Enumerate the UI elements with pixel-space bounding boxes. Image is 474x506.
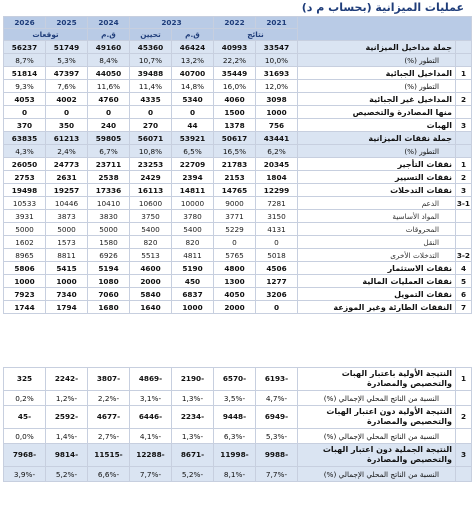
row-value: 10,7% [130, 54, 172, 67]
row-value: -1,4% [46, 429, 88, 444]
row-value: -3,9% [4, 467, 46, 482]
row-value: 61213 [46, 132, 88, 145]
row-value: 0 [214, 236, 256, 249]
row-value: 1300 [214, 275, 256, 288]
row-value: 11,4% [130, 80, 172, 93]
table-row [4, 106, 472, 119]
row-label: الهبات [298, 119, 456, 132]
row-value: 820 [172, 236, 214, 249]
row-value: 0 [256, 236, 298, 249]
row-value: -8671 [172, 444, 214, 467]
row-value: -5,3% [256, 429, 298, 444]
row-value: 23711 [88, 158, 130, 171]
header-year: 2025 [46, 17, 88, 29]
header-year: 2024 [88, 17, 130, 29]
row-value: 5000 [46, 223, 88, 236]
row-value: 5018 [256, 249, 298, 262]
row-value: -3,1% [130, 391, 172, 406]
row-value: 6,7% [88, 145, 130, 158]
header-type: ق.م [172, 29, 214, 41]
row-value: -7,7% [130, 467, 172, 482]
row-value: 6,5% [172, 145, 214, 158]
row-value: 22709 [172, 158, 214, 171]
row-value: 3873 [46, 210, 88, 223]
row-index [456, 80, 472, 93]
row-index: 2 [456, 171, 472, 184]
row-label: النسبة من الناتج المحلي الإجمالي (%) [298, 429, 456, 444]
row-value: 49160 [88, 41, 130, 54]
table-row [4, 210, 472, 223]
row-value: 820 [130, 236, 172, 249]
row-value: 6,2% [256, 145, 298, 158]
row-value: -2190 [172, 368, 214, 391]
row-value: 3780 [172, 210, 214, 223]
row-index [456, 54, 472, 67]
row-value: -4677 [88, 406, 130, 429]
row-value: -6,3% [214, 429, 256, 444]
row-label: المداخيل غير الجبائية [298, 93, 456, 106]
row-index: 1 [456, 67, 472, 80]
row-index: 3 [456, 444, 472, 467]
row-value: -5,2% [46, 467, 88, 482]
row-value: 7340 [46, 288, 88, 301]
header-type: تحيين [130, 29, 172, 41]
row-value: 47397 [46, 67, 88, 80]
row-value: 50617 [214, 132, 256, 145]
row-value: 4800 [214, 262, 256, 275]
row-value: 5513 [130, 249, 172, 262]
row-value: 22,2% [214, 54, 256, 67]
row-value: 270 [130, 119, 172, 132]
row-index [456, 223, 472, 236]
row-value: 4002 [46, 93, 88, 106]
row-value: 2394 [172, 171, 214, 184]
row-value: -6570 [214, 368, 256, 391]
row-index: 3 [456, 119, 472, 132]
row-value: 5190 [172, 262, 214, 275]
row-label: نفقات التأجير [298, 158, 456, 171]
row-value: 1277 [256, 275, 298, 288]
row-value: 7,6% [46, 80, 88, 93]
row-value: 1573 [46, 236, 88, 249]
table-row [4, 444, 472, 467]
row-value: 3830 [88, 210, 130, 223]
row-value: 2753 [4, 171, 46, 184]
row-value: 3098 [256, 93, 298, 106]
row-index: 5 [456, 275, 472, 288]
row-value: 5340 [172, 93, 214, 106]
row-value: 3150 [256, 210, 298, 223]
row-value: 5415 [46, 262, 88, 275]
row-value: -4,7% [256, 391, 298, 406]
row-label: نفقات التسيير [298, 171, 456, 184]
row-value: 3750 [130, 210, 172, 223]
row-label: النقل [298, 236, 456, 249]
row-value: 23253 [130, 158, 172, 171]
row-value: -6193 [256, 368, 298, 391]
table-row [4, 429, 472, 444]
row-value: 16,5% [214, 145, 256, 158]
row-index: 2 [456, 93, 472, 106]
row-label: التطور (%) [298, 145, 456, 158]
row-value: 19498 [4, 184, 46, 197]
row-value: 4600 [130, 262, 172, 275]
row-value: 8811 [46, 249, 88, 262]
row-value: 756 [256, 119, 298, 132]
row-value: 31693 [256, 67, 298, 80]
row-value: 10533 [4, 197, 46, 210]
row-index: 7 [456, 301, 472, 314]
row-value: 4811 [172, 249, 214, 262]
row-value: 4060 [214, 93, 256, 106]
row-index [456, 236, 472, 249]
row-value: 2000 [214, 301, 256, 314]
row-value: -11515 [88, 444, 130, 467]
row-value: 40993 [214, 41, 256, 54]
row-value: 7060 [88, 288, 130, 301]
row-label: النسبة من الناتج المحلي الإجمالي (%) [298, 391, 456, 406]
results-table [3, 367, 472, 482]
row-value: 53921 [172, 132, 214, 145]
row-value: 1804 [256, 171, 298, 184]
row-value: 5806 [4, 262, 46, 275]
table-row [4, 406, 472, 429]
row-index: 6 [456, 288, 472, 301]
row-label: النتيجة الجملية دون اعتبار الهبات والتخصيص والمصادرة [298, 444, 456, 467]
row-value: 240 [88, 119, 130, 132]
row-value: 4053 [4, 93, 46, 106]
row-value: 10600 [130, 197, 172, 210]
row-value: 10446 [46, 197, 88, 210]
row-value: 16113 [130, 184, 172, 197]
table-row [4, 171, 472, 184]
row-label: منها المصادرة والتخصيص [298, 106, 456, 119]
row-value: -2234 [172, 406, 214, 429]
table-row [4, 184, 472, 197]
row-value: 8965 [4, 249, 46, 262]
row-value: 16,0% [214, 80, 256, 93]
row-label: المحروقات [298, 223, 456, 236]
row-value: -12288 [130, 444, 172, 467]
row-value: 44050 [88, 67, 130, 80]
row-index [456, 132, 472, 145]
row-value: 2153 [214, 171, 256, 184]
row-value: 7923 [4, 288, 46, 301]
row-value: 11,6% [88, 80, 130, 93]
row-value: 44 [172, 119, 214, 132]
row-label: نفقات التدخلات [298, 184, 456, 197]
row-value: 5229 [214, 223, 256, 236]
row-value: 1640 [130, 301, 172, 314]
row-value: 4131 [256, 223, 298, 236]
row-value: 2000 [130, 275, 172, 288]
row-value: 6837 [172, 288, 214, 301]
table-row [4, 54, 472, 67]
row-value: 26050 [4, 158, 46, 171]
row-value: 21783 [214, 158, 256, 171]
row-value: 370 [4, 119, 46, 132]
row-value: 2429 [130, 171, 172, 184]
table-row [4, 275, 472, 288]
row-value: 1680 [88, 301, 130, 314]
table-row [4, 93, 472, 106]
row-value: -45 [4, 406, 46, 429]
row-label: النفقات الطارئة وغير الموزعة [298, 301, 456, 314]
row-value: -7968 [4, 444, 46, 467]
row-value: -9988 [256, 444, 298, 467]
row-value: 4,3% [4, 145, 46, 158]
row-value: -2,2% [88, 391, 130, 406]
table-row [4, 132, 472, 145]
table-row [4, 368, 472, 391]
row-value: 3931 [4, 210, 46, 223]
row-label: النتيجة الأولية باعتبار الهبات والتخصيص والمصادرة [298, 368, 456, 391]
row-index [456, 467, 472, 482]
row-value: 14765 [214, 184, 256, 197]
table-row [4, 301, 472, 314]
budget-table [3, 16, 472, 314]
header-type: توقعات [4, 29, 88, 41]
row-value: 0 [88, 106, 130, 119]
row-value: 4050 [214, 288, 256, 301]
row-value: 450 [172, 275, 214, 288]
row-value: -7,7% [256, 467, 298, 482]
table-row [4, 249, 472, 262]
row-value: 12299 [256, 184, 298, 197]
row-value: 1080 [88, 275, 130, 288]
row-value: 17336 [88, 184, 130, 197]
row-value: -9814 [46, 444, 88, 467]
row-value: 20345 [256, 158, 298, 171]
row-value: 10,8% [130, 145, 172, 158]
row-index: 1 [456, 158, 472, 171]
row-value: -2592 [46, 406, 88, 429]
row-value: -8,1% [214, 467, 256, 482]
row-index [456, 210, 472, 223]
row-value: -2,7% [88, 429, 130, 444]
row-value: 35449 [214, 67, 256, 80]
row-value: 5840 [130, 288, 172, 301]
row-value: 1000 [46, 275, 88, 288]
table-row [4, 158, 472, 171]
row-value: 19257 [46, 184, 88, 197]
row-value: 24773 [46, 158, 88, 171]
header-year: 2022 [214, 17, 256, 29]
row-value: 46424 [172, 41, 214, 54]
row-value: 8,4% [88, 54, 130, 67]
row-value: 5000 [4, 223, 46, 236]
row-value: 10,0% [256, 54, 298, 67]
row-value: 2538 [88, 171, 130, 184]
row-label: الدعم [298, 197, 456, 210]
row-value: 1602 [4, 236, 46, 249]
row-label: النسبة من الناتج المحلي الإجمالي (%) [298, 467, 456, 482]
row-value: -3,5% [214, 391, 256, 406]
row-index [456, 429, 472, 444]
row-value: 1580 [88, 236, 130, 249]
row-index [456, 145, 472, 158]
row-label: المداخيل الجبائية [298, 67, 456, 80]
row-value: 0 [4, 106, 46, 119]
row-value: 6926 [88, 249, 130, 262]
table-row [4, 80, 472, 93]
row-value: 8,7% [4, 54, 46, 67]
row-value: -2242 [46, 368, 88, 391]
header-type: ق.م [88, 29, 130, 41]
row-index: 3 [456, 184, 472, 197]
row-value: 5,3% [46, 54, 88, 67]
row-value: 1000 [4, 275, 46, 288]
row-value: 9000 [214, 197, 256, 210]
row-label: التدخلات الأخرى [298, 249, 456, 262]
row-value: -4869 [130, 368, 172, 391]
table-row [4, 197, 472, 210]
row-value: -6,6% [88, 467, 130, 482]
row-value: -6446 [130, 406, 172, 429]
row-value: 3206 [256, 288, 298, 301]
row-label: التطور (%) [298, 80, 456, 93]
row-value: 43441 [256, 132, 298, 145]
table-row [4, 119, 472, 132]
row-value: 10410 [88, 197, 130, 210]
row-value: 45360 [130, 41, 172, 54]
row-value: 3771 [214, 210, 256, 223]
row-value: 5000 [88, 223, 130, 236]
row-value: 40700 [172, 67, 214, 80]
row-value: -1,2% [46, 391, 88, 406]
row-value: 4760 [88, 93, 130, 106]
row-value: 1794 [46, 301, 88, 314]
row-value: 5194 [88, 262, 130, 275]
row-value: 4506 [256, 262, 298, 275]
row-value: 0 [46, 106, 88, 119]
header-year: 2023 [130, 17, 214, 29]
row-label: المواد الأساسية [298, 210, 456, 223]
row-value: 1378 [214, 119, 256, 132]
row-index: 1 [456, 368, 472, 391]
table-row [4, 391, 472, 406]
header-row-years [4, 17, 472, 29]
header-type: نتائج [214, 29, 298, 41]
row-label: نفقات التمويل [298, 288, 456, 301]
row-value: 9,3% [4, 80, 46, 93]
table-row [4, 223, 472, 236]
row-index [456, 41, 472, 54]
row-value: 59805 [88, 132, 130, 145]
row-value: 325 [4, 368, 46, 391]
row-index [456, 106, 472, 119]
row-value: 350 [46, 119, 88, 132]
header-blank [298, 17, 472, 41]
row-value: -1,3% [172, 391, 214, 406]
row-value: 14,8% [172, 80, 214, 93]
row-index: 4 [456, 262, 472, 275]
page-title: عمليات الميزانية (بحساب م د) [301, 1, 464, 14]
row-value: 51749 [46, 41, 88, 54]
row-index: 3-1 [456, 198, 470, 208]
row-value: 7281 [256, 197, 298, 210]
row-value: 33547 [256, 41, 298, 54]
row-value: 39488 [130, 67, 172, 80]
row-label: نفقات الاستثمار [298, 262, 456, 275]
row-value: -11998 [214, 444, 256, 467]
row-value: 0 [130, 106, 172, 119]
row-index: 2 [456, 406, 472, 429]
row-value: 1000 [256, 106, 298, 119]
row-value: -9448 [214, 406, 256, 429]
row-value: 51814 [4, 67, 46, 80]
row-value: 1744 [4, 301, 46, 314]
table-row [4, 145, 472, 158]
row-value: -4,1% [130, 429, 172, 444]
table-row [4, 236, 472, 249]
table-row [4, 41, 472, 54]
row-label: التطور (%) [298, 54, 456, 67]
row-value: 0,0% [4, 429, 46, 444]
table-row [4, 288, 472, 301]
row-value: -1,3% [172, 429, 214, 444]
row-value: 14811 [172, 184, 214, 197]
row-value: 4335 [130, 93, 172, 106]
row-value: 12,0% [256, 80, 298, 93]
table-row [4, 67, 472, 80]
table-row [4, 262, 472, 275]
row-value: 0 [256, 301, 298, 314]
header-year: 2021 [256, 17, 298, 29]
row-value: 56237 [4, 41, 46, 54]
row-value: -5,2% [172, 467, 214, 482]
row-label: جملة مداخيل الميزانية [298, 41, 456, 54]
row-value: -3807 [88, 368, 130, 391]
row-value: 56071 [130, 132, 172, 145]
row-value: 0,2% [4, 391, 46, 406]
row-value: -6949 [256, 406, 298, 429]
row-label: النتيجة الأولية دون اعتبار الهبات والتخصيص والمصادرة [298, 406, 456, 429]
row-value: 5400 [130, 223, 172, 236]
row-value: 0 [172, 106, 214, 119]
row-value: 13,2% [172, 54, 214, 67]
row-value: 5400 [172, 223, 214, 236]
row-value: 10000 [172, 197, 214, 210]
row-index: 3-2 [456, 250, 470, 260]
table-row [4, 467, 472, 482]
row-value: 5765 [214, 249, 256, 262]
header-year: 2026 [4, 17, 46, 29]
row-value: 2,4% [46, 145, 88, 158]
row-index [456, 391, 472, 406]
row-label: جملة نفقات الميزانية [298, 132, 456, 145]
row-label: نفقات العمليات المالية [298, 275, 456, 288]
row-value: 63835 [4, 132, 46, 145]
row-value: 1000 [172, 301, 214, 314]
row-value: 1500 [214, 106, 256, 119]
row-value: 2631 [46, 171, 88, 184]
